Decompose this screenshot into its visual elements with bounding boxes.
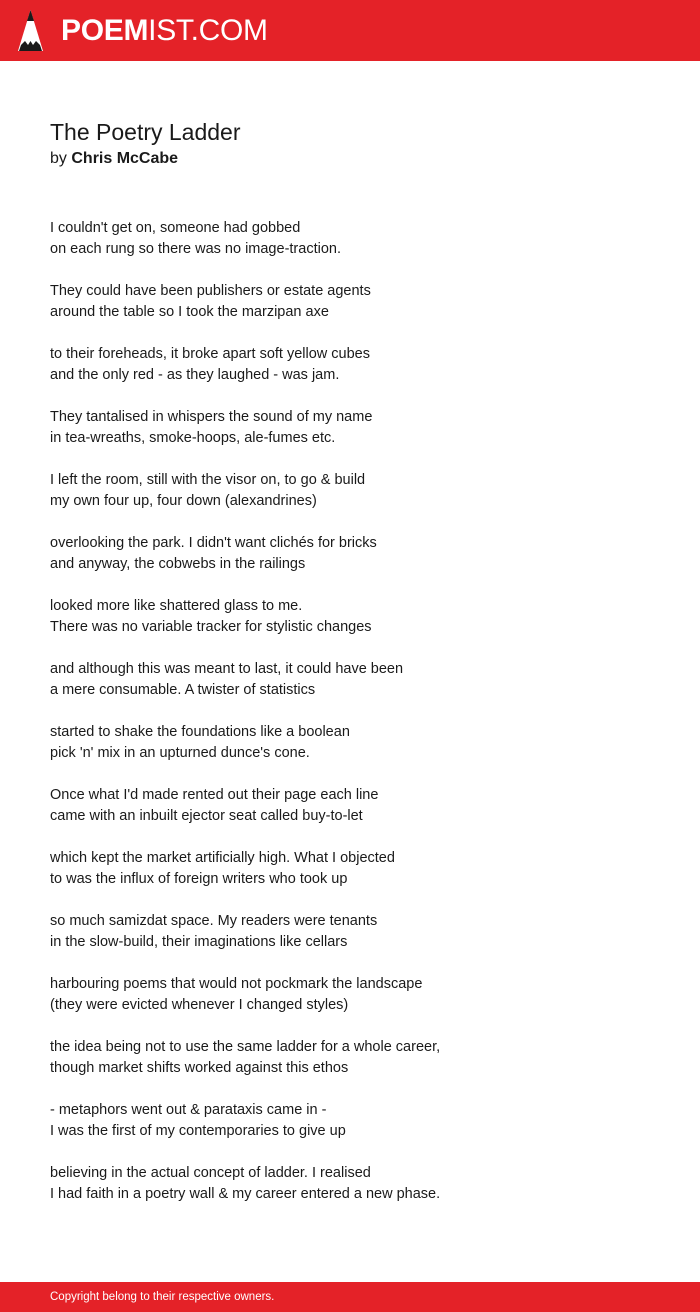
- copyright-notice: Copyright belong to their respective owners.: [50, 1291, 275, 1303]
- poem-stanza: [50, 281, 650, 323]
- brand-light: IST.COM: [148, 14, 268, 47]
- poem-line: and the only red - as they laughed - was jam.: [50, 367, 340, 383]
- poem-line: harbouring poems that would not pockmark the landscape: [50, 976, 423, 992]
- poem-stanza: [50, 785, 650, 827]
- poem-stanza: [50, 533, 650, 575]
- poem-line: the idea being not to use the same ladder for a whole career,: [50, 1039, 441, 1055]
- poem-line: I was the first of my contemporaries to give up: [50, 1123, 346, 1139]
- poem-line: in tea-wreaths, smoke-hoops, ale-fumes etc.: [50, 430, 336, 446]
- poem-stanza: [50, 1100, 650, 1142]
- poem-line: which kept the market artificially high. What I objected: [50, 850, 395, 866]
- poem-stanza: [50, 722, 650, 764]
- poem-stanza: [50, 470, 650, 512]
- poem-stanza: [50, 1163, 650, 1205]
- poem-line: came with an inbuilt ejector seat called buy-to-let: [50, 808, 363, 824]
- poem-line: my own four up, four down (alexandrines): [50, 493, 317, 509]
- poem-line: though market shifts worked against this ethos: [50, 1060, 349, 1076]
- pencil-tip-icon: [18, 10, 43, 51]
- poem-stanza: [50, 659, 650, 701]
- poem-line: (they were evicted whenever I changed styles): [50, 997, 349, 1013]
- poem-stanza: [50, 344, 650, 386]
- poem-body: [50, 218, 650, 1226]
- poem-line: I couldn't get on, someone had gobbed: [50, 220, 301, 236]
- poem-line: They could have been publishers or estate agents: [50, 283, 371, 299]
- site-footer: [0, 1282, 700, 1312]
- poem-stanza: [50, 974, 650, 1016]
- poem-line: to their foreheads, it broke apart soft yellow cubes: [50, 346, 370, 362]
- poem-line: I left the room, still with the visor on, to go & build: [50, 472, 366, 488]
- poem-stanza: [50, 218, 650, 260]
- poem-stanza: [50, 848, 650, 890]
- poem-line: There was no variable tracker for stylistic changes: [50, 619, 372, 635]
- brand-bold: POEM: [61, 14, 149, 47]
- poem-line: around the table so I took the marzipan axe: [50, 304, 329, 320]
- poem-line: overlooking the park. I didn't want clichés for bricks: [50, 535, 377, 551]
- poem-stanza: [50, 596, 650, 638]
- poem-line: a mere consumable. A twister of statistics: [50, 682, 316, 698]
- poem-byline: [50, 148, 178, 170]
- poem-stanza: [50, 1037, 650, 1079]
- poem-line: Once what I'd made rented out their page each line: [50, 787, 379, 803]
- byline-label: by: [50, 150, 67, 167]
- poem-line: looked more like shattered glass to me.: [50, 598, 303, 614]
- poem-line: I had faith in a poetry wall & my career entered a new phase.: [50, 1186, 441, 1202]
- site-logo[interactable]: [18, 10, 268, 51]
- poem-line: in the slow-build, their imaginations like cellars: [50, 934, 348, 950]
- poem-line: to was the influx of foreign writers who took up: [50, 871, 348, 887]
- poem-title: The Poetry Ladder: [50, 119, 241, 145]
- author-name: Chris McCabe: [71, 150, 179, 167]
- poem-line: on each rung so there was no image-traction.: [50, 241, 341, 257]
- poem-line: so much samizdat space. My readers were tenants: [50, 913, 378, 929]
- poem-line: They tantalised in whispers the sound of my name: [50, 409, 373, 425]
- site-header: [0, 0, 700, 61]
- site-logo-text: [61, 10, 268, 51]
- poem-line: and although this was meant to last, it could have been: [50, 661, 404, 677]
- poem-line: started to shake the foundations like a boolean: [50, 724, 350, 740]
- poem-line: believing in the actual concept of ladder. I realised: [50, 1165, 371, 1181]
- poem-line: - metaphors went out & parataxis came in -: [50, 1102, 327, 1118]
- poem-stanza: [50, 407, 650, 449]
- poem-line: and anyway, the cobwebs in the railings: [50, 556, 306, 572]
- poem-line: pick 'n' mix in an upturned dunce's cone.: [50, 745, 310, 761]
- poem-stanza: [50, 911, 650, 953]
